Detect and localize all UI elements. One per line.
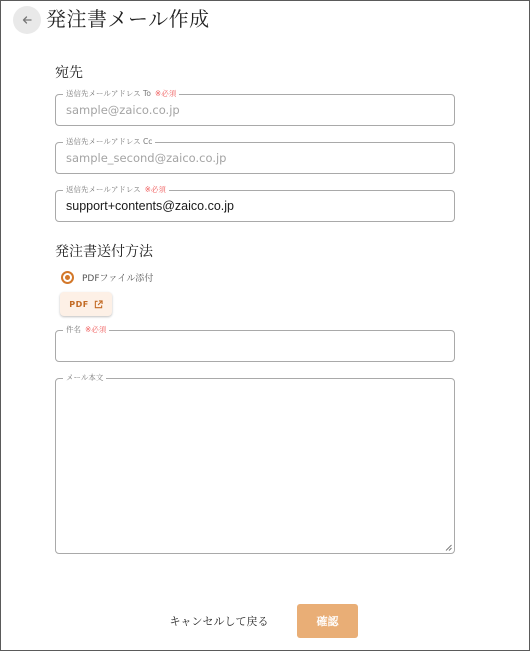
cancel-back-button[interactable]: キャンセルして戻る [169, 615, 269, 628]
back-button[interactable] [13, 6, 41, 34]
email-body-label: メール本文 [66, 373, 104, 382]
recipient-section-title: 宛先 [55, 65, 83, 81]
cc-email-legend [63, 137, 155, 147]
to-email-placeholder: sample@zaico.co.jp [66, 103, 180, 117]
to-email-label: 送信先メールアドレス To [66, 89, 151, 98]
resize-grip-icon[interactable] [445, 544, 452, 551]
to-email-legend [63, 89, 179, 99]
page-title: 発注書メール作成 [46, 7, 210, 31]
subject-field[interactable] [55, 325, 455, 362]
subject-required-badge: ※必須 [85, 325, 107, 334]
to-email-field[interactable] [55, 89, 455, 126]
subject-legend [63, 325, 109, 335]
cc-email-field[interactable] [55, 137, 455, 174]
cc-email-placeholder: sample_second@zaico.co.jp [66, 151, 227, 165]
reply-to-email-label: 返信先メールアドレス [66, 185, 141, 194]
reply-to-email-legend [63, 185, 169, 195]
radio-button[interactable] [61, 271, 74, 284]
cc-email-label: 送信先メールアドレス Cc [66, 137, 153, 146]
external-link-icon [94, 300, 103, 309]
pdf-attach-radio-label: PDFファイル添付 [82, 274, 154, 284]
subject-label: 件名 [66, 325, 81, 334]
email-body-legend [63, 373, 106, 383]
to-email-required-badge: ※必須 [154, 89, 177, 98]
arrow-left-icon [21, 14, 33, 26]
send-method-section-title: 発注書送付方法 [55, 244, 153, 260]
reply-to-email-field[interactable] [55, 185, 455, 222]
confirm-button[interactable]: 確認 [297, 604, 358, 638]
pdf-button-label: PDF [69, 299, 89, 309]
pdf-attach-radio-option[interactable] [61, 271, 153, 284]
reply-to-email-required-badge: ※必須 [144, 185, 166, 194]
radio-selected-dot [65, 275, 70, 280]
pdf-preview-button[interactable] [60, 292, 112, 316]
reply-to-email-value: support+contents@zaico.co.jp [66, 199, 234, 213]
email-body-textarea[interactable] [55, 373, 455, 554]
